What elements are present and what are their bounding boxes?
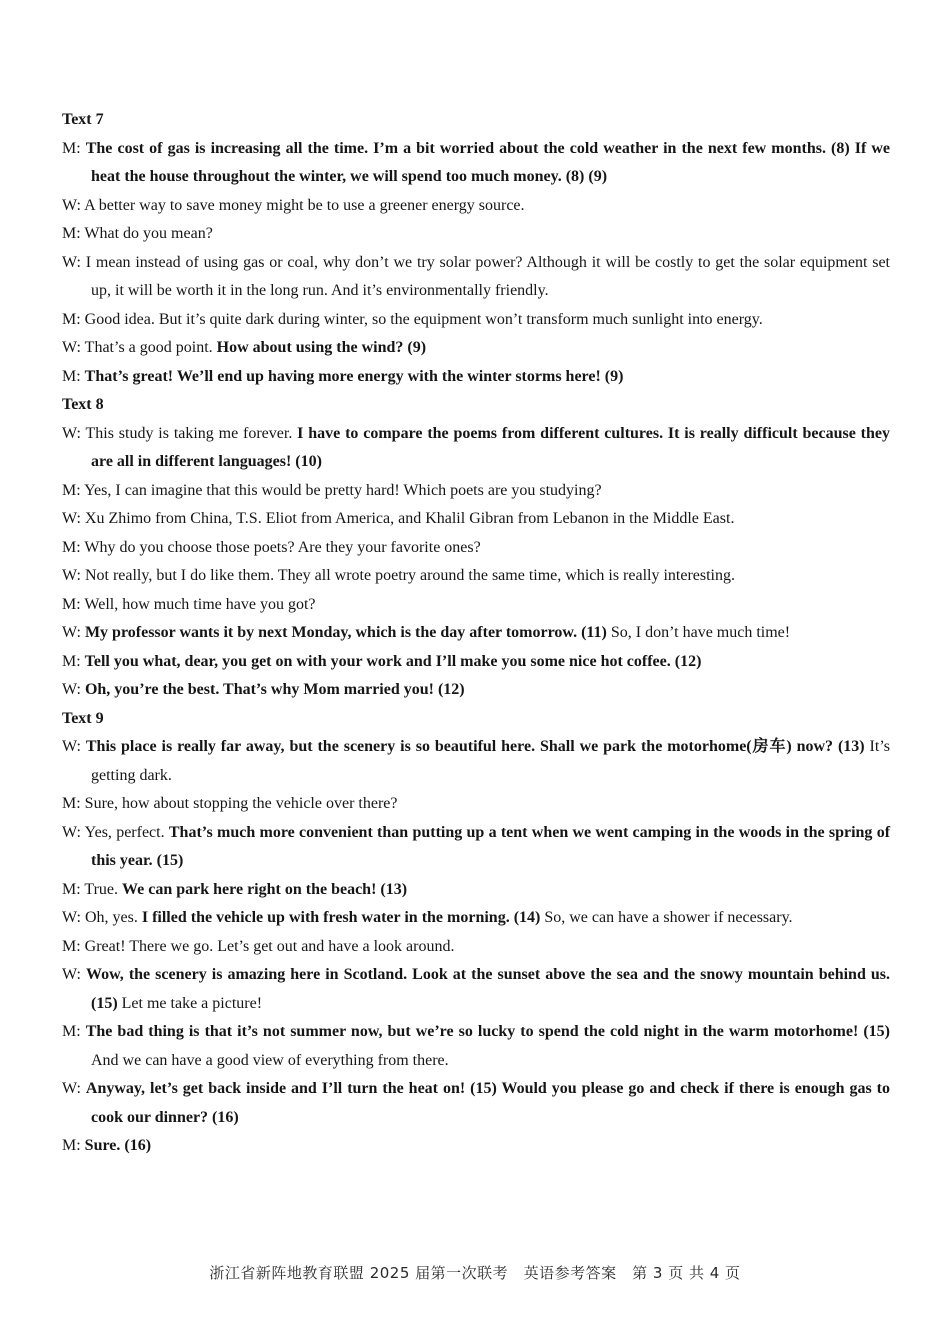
answer-highlight-text: Anyway, let’s get back inside and I’ll turn the heat on! (15) Would you please go and check if there is enough gas to cook our dinner? (16) — [85, 1080, 891, 1126]
speaker-label: M: — [62, 595, 81, 613]
dialogue-line — [62, 192, 890, 221]
dialogue-text: This study is taking me forever. — [85, 424, 298, 442]
dialogue-line — [62, 676, 890, 705]
dialogue-text: True. — [84, 880, 123, 898]
dialogue-text: Well, how much time have you got? — [84, 595, 316, 613]
speaker-label: W: — [62, 339, 81, 356]
dialogue-line — [62, 249, 890, 306]
dialogue-text: What do you mean? — [84, 225, 213, 242]
speaker-label: M: — [62, 139, 81, 157]
speaker-label: W: — [62, 510, 81, 527]
dialogue-line — [62, 334, 890, 363]
dialogue-line — [62, 819, 890, 876]
speaker-label: W: — [62, 966, 81, 983]
dialogue-text: Great! There we go. Let’s get out and have a look around. — [84, 937, 455, 955]
speaker-label: M: — [62, 1023, 81, 1040]
speaker-label: W: — [62, 681, 81, 698]
dialogue-text: Yes, perfect. — [84, 823, 169, 841]
speaker-label: M: — [62, 310, 81, 328]
section-heading: Text 7 — [62, 111, 104, 128]
dialogue-text: Sure, how about stopping the vehicle over there? — [84, 795, 398, 812]
speaker-label: M: — [62, 1137, 81, 1154]
answer-highlight-text: Wow, the scenery is amazing here in Scotland. Look at the sunset above the sea and the snowy mountain behind us. (15) — [86, 966, 891, 1012]
answer-highlight-text: Oh, you’re the best. That’s why Mom married you! (12) — [84, 681, 465, 698]
section-heading: Text 9 — [62, 709, 104, 727]
answer-highlight-text: That’s much more convenient than putting up a tent when we went camping in the woods in the spring of this year. (15) — [91, 823, 891, 869]
dialogue-line — [62, 933, 890, 962]
dialogue-text: That’s a good point. — [84, 339, 217, 356]
speaker-label: M: — [62, 367, 81, 385]
answer-highlight-text: My professor wants it by next Monday, which is the day after tomorrow. (11) — [84, 624, 607, 641]
dialogue-line — [62, 1075, 890, 1132]
dialogue-line — [62, 562, 890, 591]
dialogue-text: I mean instead of using gas or coal, why don’t we try solar power? Although it will be costly to get the solar equipment set up, it will be worth it in the long run. And it’s environmentally friendly. — [85, 253, 891, 299]
dialogue-line — [62, 306, 890, 335]
dialogue-line — [62, 790, 890, 819]
answer-highlight-text: Tell you what, dear, you get on with your work and I’ll make you some nice hot coffee. (12) — [84, 652, 702, 670]
dialogue-line — [62, 1018, 890, 1075]
speaker-label: M: — [62, 795, 81, 812]
dialogue-line — [62, 220, 890, 249]
speaker-label: W: — [62, 424, 81, 442]
answer-highlight-text: The cost of gas is increasing all the time. I’m a bit worried about the cold weather in the next few months. (8) If we heat the house throughout the winter, we will spend too much money. (8) (9) — [85, 139, 891, 185]
dialogue-text: Not really, but I do like them. They all wrote poetry around the same time, which is really interesting. — [84, 567, 735, 584]
dialogue-line — [62, 477, 890, 506]
answer-highlight-text: We can park here right on the beach! (13) — [122, 880, 408, 898]
dialogue-line — [62, 904, 890, 933]
dialogue-line — [62, 534, 890, 563]
page-footer: 浙江省新阵地教育联盟 2025 届第一次联考 英语参考答案 第 3 页 共 4 页 — [209, 1264, 741, 1282]
speaker-label: W: — [62, 567, 81, 584]
speaker-label: W: — [62, 624, 81, 641]
speaker-label: M: — [62, 937, 81, 955]
dialogue-text: Let me take a picture! — [117, 994, 263, 1012]
answer-highlight-text: I filled the vehicle up with fresh water in the morning. (14) — [141, 909, 541, 926]
transcript-body — [62, 106, 890, 1161]
dialogue-text: And we can have a good view of everything from there. — [91, 1051, 449, 1069]
speaker-label: M: — [62, 880, 81, 898]
dialogue-text: It’s getting dark. — [91, 738, 890, 784]
dialogue-line — [62, 876, 890, 905]
dialogue-line — [62, 505, 890, 534]
speaker-label: M: — [62, 225, 81, 242]
dialogue-text: Why do you choose those poets? Are they your favorite ones? — [84, 538, 481, 556]
dialogue-line — [62, 961, 890, 1018]
speaker-label: W: — [62, 196, 81, 214]
answer-highlight-text: That’s great! We’ll end up having more energy with the winter storms here! (9) — [84, 367, 624, 385]
dialogue-line — [62, 135, 890, 192]
dialogue-text: A better way to save money might be to use a greener energy source. — [84, 196, 525, 214]
dialogue-text: Oh, yes. — [84, 909, 142, 926]
dialogue-line — [62, 1132, 890, 1161]
section-heading: Text 8 — [62, 396, 104, 413]
speaker-label: M: — [62, 652, 81, 670]
dialogue-text: Good idea. But it’s quite dark during winter, so the equipment won’t transform much sunlight into energy. — [84, 310, 763, 328]
answer-highlight-text: I have to compare the poems from different cultures. It is really difficult because they are all in different languages! (10) — [91, 424, 890, 470]
speaker-label: W: — [62, 823, 81, 841]
dialogue-text: So, we can have a shower if necessary. — [540, 909, 793, 926]
answer-highlight-text: This place is really far away, but the scenery is so beautiful here. Shall we park the motorhome(房车) now? (13) — [85, 738, 865, 755]
speaker-label: M: — [62, 538, 81, 556]
dialogue-line — [62, 648, 890, 677]
speaker-label: W: — [62, 253, 81, 271]
answer-highlight-text: How about using the wind? (9) — [216, 339, 427, 356]
dialogue-text: Xu Zhimo from China, T.S. Eliot from America, and Khalil Gibran from Lebanon in the Middle East. — [84, 510, 735, 527]
answer-highlight-text: The bad thing is that it’s not summer now, but we’re so lucky to spend the cold night in the warm motorhome! (15) — [85, 1023, 891, 1040]
speaker-label: M: — [62, 481, 81, 499]
dialogue-line — [62, 733, 890, 790]
answer-highlight-text: Sure. (16) — [84, 1137, 152, 1154]
dialogue-line — [62, 420, 890, 477]
speaker-label: W: — [62, 1080, 81, 1097]
dialogue-line — [62, 363, 890, 392]
dialogue-text: Yes, I can imagine that this would be pretty hard! Which poets are you studying? — [84, 481, 602, 499]
dialogue-line — [62, 591, 890, 620]
speaker-label: W: — [62, 909, 81, 926]
dialogue-line — [62, 619, 890, 648]
dialogue-text: So, I don’t have much time! — [606, 624, 791, 641]
speaker-label: W: — [62, 738, 81, 755]
